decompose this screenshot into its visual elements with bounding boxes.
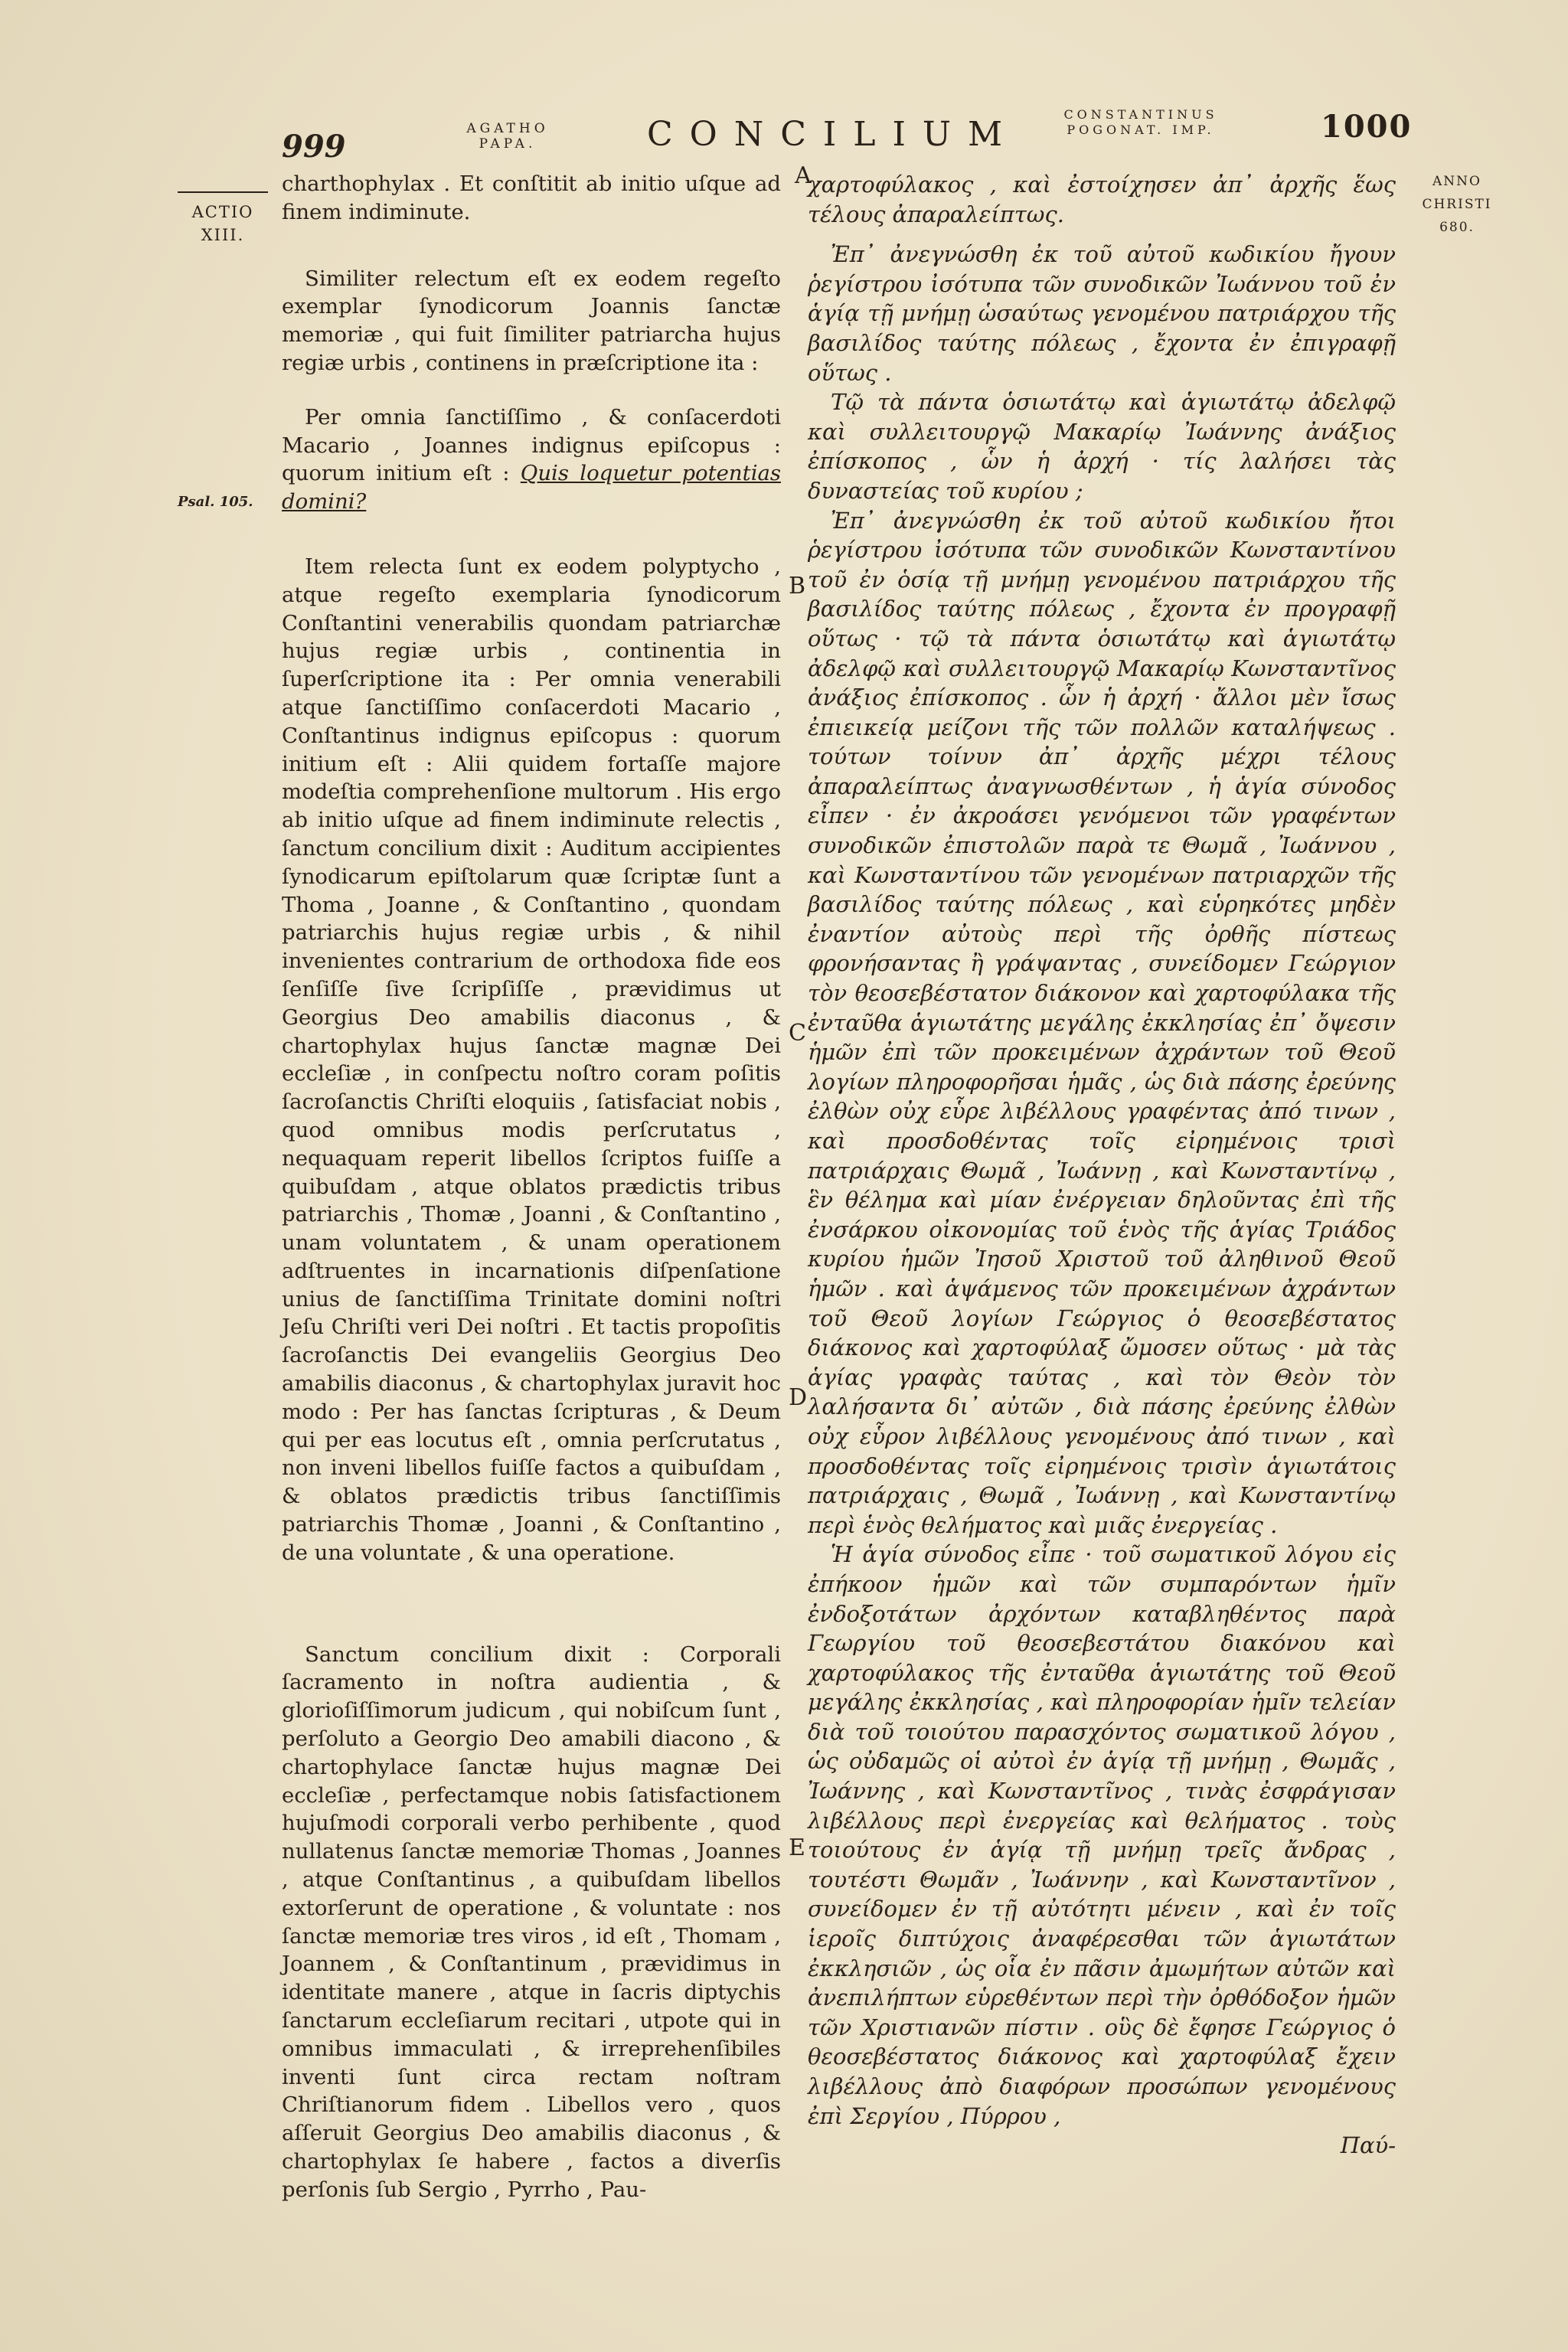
page-number-right: 1000 bbox=[1321, 109, 1413, 145]
running-head-right: CONSTANTINUS POGONAT. IMP. bbox=[1063, 107, 1218, 137]
section-letter-d: D bbox=[789, 1384, 808, 1411]
page-number-left: 999 bbox=[282, 129, 346, 165]
margin-rule bbox=[178, 191, 268, 193]
section-letter-e: E bbox=[789, 1834, 805, 1861]
anno-christi-note: ANNO CHRISTI 680. bbox=[1422, 174, 1492, 235]
psalm-quotation: Quis loquetur potentias domini? bbox=[282, 461, 781, 514]
latin-paragraph-2: Similiter relectum eſt ex eodem regeſto exemplar ſynodicorum Joannis ſanctæ memoriæ , qui fuit ſimiliter patriarcha hujus regiæ urbis , continens in præſcriptione ita : bbox=[282, 266, 781, 375]
latin-paragraph-1: charthophylax . Et conſtitit ab initio uſque ad finem indiminute. bbox=[282, 172, 781, 224]
actio-note: ACTIO XIII. bbox=[191, 203, 254, 244]
psalm-reference: Psal. 105. bbox=[178, 494, 253, 510]
section-letter-b: B bbox=[789, 573, 806, 599]
latin-paragraph-4: Item relecta ſunt ex eodem polyptycho , atque regeſto exemplaria ſynodicorum Conſtantini venerabilis quondam patriarchæ hujus regiæ urbis , continentia in ſuperſcriptione ita : Per omnia venerabili atque ſanctiſſimo conſacerdoti Macario , Conſtantinus indignus epiſcopus : quorum initium eſt : Alii quidem fortaſſe majore modeſtia comprehenſione multorum . His ergo ab initio uſque ad finem indiminute relectis , ſanctum concilium dixit : Auditum accipientes ſynodicarum epiſtolarum quæ ſcriptæ ſunt a Thoma , Joanne , & Conſtantino , quondam patriarchis hujus regiæ urbis , & nihil invenientes contrarium de orthodoxa fide eos ſenſiſſe ſive ſcripſiſſe , prævidimus ut Georgius Deo amabilis diaconus , & chartophylax hujus ſanctæ magnæ Dei eccleſiæ , in conſpectu noſtro coram poſitis ſacroſanctis Chriſti eloquiis , ſatisfaciat nobis , quod omnibus modis perſcrutatus , nequaquam reperit libellos ſcriptos fuiſſe a quibuſdam , atque oblatos prædictis tribus patriarchis , Thomæ , Joanni , & Conſtantino , unam voluntatem , & unam operationem adſtruentes in incarnationis diſpenſatione unius de ſanctiſſima Trinitate domini noſtri Jeſu Chriſti veri Dei noſtri . Et tactis propoſitis ſacroſanctis Dei evangeliis Georgius Deo amabilis diaconus , & chartophylax juravit hoc modo : Per has ſanctas ſcripturas , & Deum qui per eas locutus eſt , omnia perſcrutatus , non inveni libellos fuiſſe factos a quibuſdam , & oblatos prædictis tribus ſanctiſſimis patriarchis Thomæ , Joanni , & Conſtantino , de una voluntate , & una operatione. bbox=[282, 554, 781, 1565]
greek-paragraph-3: Τῷ τὰ πάντα ὁσιωτάτῳ καὶ ἁγιωτάτῳ ἀδελφῷ καὶ συλλειτουργῷ Μακαρίῳ Ἰωάννης ἀνάξιος ἐπίσκοπος , ὧν ἡ ἀρχή · τίς λαλήσει τὰς δυναστείας τοῦ κυρίου ; bbox=[808, 389, 1396, 504]
catchword: Παύ- bbox=[1340, 2132, 1396, 2159]
page-title: CONCILIUM bbox=[647, 115, 1020, 154]
latin-paragraph-3-mid: quorum initium eſt : bbox=[282, 461, 510, 486]
section-letter-a: A bbox=[795, 162, 812, 189]
latin-paragraph-5: Sanctum concilium dixit : Corporali ſacramento in noſtra audientia , & glorioſiſſimorum judicum , qui nobiſcum ſunt , perſoluto a Georgio Deo amabili diacono , & chartophylace ſanctæ hujus magnæ Dei eccleſiæ , perfectamque nobis ſatisfactionem hujuſmodi corporali verbo perhibente , quod nullatenus ſanctæ memoriæ Thomas , Joannes , atque Conſtantinus , a quibuſdam libellos extorſerunt de operatione , & voluntate : nos ſanctæ memoriæ tres viros , id eſt , Thomam , Joannem , & Conſtantinum , prævidimus in identitate manere , atque in ſacris diptychis ſanctarum eccleſiarum recitari , utpote qui in omnibus immaculati , & irreprehenſibiles inventi ſunt circa rectam noſtram Chriſtianorum fidem . Libellos vero , quos aſſeruit Georgius Deo amabilis diaconus , & chartophylax ſe habere , factos a diverſis perſonis ſub Sergio , Pyrrho , Pau- bbox=[282, 1642, 781, 2202]
greek-paragraph-1: χαρτοφύλακος , καὶ ἐστοίχησεν ἀπ᾽ ἀρχῆς ἕως τέλους ἀπαραλείπτως. bbox=[808, 172, 1396, 227]
section-letter-c: C bbox=[789, 1020, 806, 1047]
greek-paragraph-2: Ἐπ᾽ ἀνεγνώσθη ἐκ τοῦ αὐτοῦ κωδικίου ἤγουν ῥεγίστρου ἰσότυπα τῶν συνοδικῶν Ἰωάννου τοῦ ἐν ἁγίᾳ τῇ μνήμῃ ὡσαύτως γενομένου πατριάρχου τῆς βασιλίδος ταύτης πόλεως , ἔχοντα ἐν ἐπιγραφῇ οὕτως . bbox=[808, 241, 1396, 386]
greek-paragraph-5: Ἡ ἁγία σύνοδος εἶπε · τοῦ σωματικοῦ λόγου εἰς ἐπήκοον ἡμῶν καὶ τῶν συμπαρόντων ἡμῖν ἐνδοξοτάτων ἀρχόντων καταβληθέντος παρὰ Γεωργίου τοῦ θεοσεβεστάτου διακόνου καὶ χαρτοφύλακος τῆς ἐνταῦθα ἁγιωτάτης τοῦ Θεοῦ μεγάλης ἐκκλησίας , καὶ πληροφορίαν ἡμῖν τελείαν διὰ τοῦ τοιούτου παρασχόντος σωματικοῦ λόγου , ὡς οὐδαμῶς οἱ αὐτοὶ ἐν ἁγίᾳ τῇ μνήμῃ , Θωμᾶς , Ἰωάννης , καὶ Κωνσταντῖνος , τινὰς ἐσφράγισαν λιβέλλους περὶ ἐνεργείας καὶ θελήματος . τοὺς τοιούτους ἐν ἁγίᾳ τῇ μνήμῃ τρεῖς ἄνδρας , τουτέστι Θωμᾶν , Ἰωάννην , καὶ Κωνσταντῖνον , συνείδομεν ἐν τῇ αὐτότητι μένειν , καὶ ἐν τοῖς ἱεροῖς διπτύχοις ἀναφέρεσθαι τῶν ἁγιωτάτων ἐκκλησιῶν , ὡς οἷα ἐν πᾶσιν ἀμωμήτων αὐτῶν καὶ ἀνεπιλήπτων εὑρεθέντων περὶ τὴν ὀρθόδοξον ἡμῶν τῶν Χριστιανῶν πίστιν . οὓς δὲ ἔφησε Γεώργιος ὁ θεοσεβέστατος διάκονος καὶ χαρτοφύλαξ ἔχειν λιβέλλους ἀπὸ διαφόρων προσώπων γενομένους ἐπὶ Σεργίου , Πύρρου , bbox=[808, 1541, 1396, 2129]
latin-paragraph-3 bbox=[282, 403, 781, 516]
greek-paragraph-4: Ἐπ᾽ ἀνεγνώσθη ἐκ τοῦ αὐτοῦ κωδικίου ἤτοι ῥεγίστρου ἰσότυπα τῶν συνοδικῶν Κωνσταντίνου τοῦ ἐν ὁσίᾳ τῇ μνήμῃ γενομένου πατριάρχου τῆς βασιλίδος ταύτης πόλεως , ἔχοντα ἐν προγραφῇ οὕτως · τῷ τὰ πάντα ὁσιωτάτῳ καὶ ἁγιωτάτῳ ἀδελφῷ καὶ συλλειτουργῷ Μακαρίῳ Κωνσταντῖνος ἀνάξιος ἐπίσκοπος . ὧν ἡ ἀρχή · ἄλλοι μὲν ἴσως ἐπιεικείᾳ μείζονι τῆς τῶν πολλῶν καταλήψεως . τούτων τοίνυν ἀπ᾽ ἀρχῆς μέχρι τέλους ἀπαραλείπτως ἀναγνωσθέντων , ἡ ἁγία σύνοδος εἶπεν · ἐν ἀκροάσει γενόμενοι τῶν γραφέντων συνοδικῶν ἐπιστολῶν παρὰ τε Θωμᾶ , Ἰωάννου , καὶ Κωνσταντίνου τῶν γενομένων πατριαρχῶν τῆς βασιλίδος ταύτης πόλεως , καὶ εὑρηκότες μηδὲν ἐναντίον αὐτοὺς περὶ τῆς ὀρθῆς πίστεως φρονήσαντας ἢ γράψαντας , συνείδομεν Γεώργιον τὸν θεοσεβέστατον διάκονον καὶ χαρτοφύλακα τῆς ἐνταῦθα ἁγιωτάτης μεγάλης ἐκκλησίας ἐπ᾽ ὄψεσιν ἡμῶν ἐπὶ τῶν προκειμένων ἀχράντων τοῦ Θεοῦ λογίων πληροφορῆσαι ἡμᾶς , ὡς διὰ πάσης ἐρεύνης ἐλθὼν οὐχ εὗρε λιβέλλους γραφέντας ἀπό τινων , καὶ προσδοθέντας τοῖς εἰρημένοις τρισὶ πατριάρχαις Θωμᾶ , Ἰωάννῃ , καὶ Κωνσταντίνῳ , ἓν θέλημα καὶ μίαν ἐνέργειαν δηλοῦντας ἐπὶ τῆς ἐνσάρκου οἰκονομίας τοῦ ἑνὸς τῆς ἁγίας Τριάδος κυρίου ἡμῶν Ἰησοῦ Χριστοῦ τοῦ ἀληθινοῦ Θεοῦ ἡμῶν . καὶ ἁψάμενος τῶν προκειμένων ἀχράντων τοῦ Θεοῦ λογίων Γεώργιος ὁ θεοσεβέστατος διάκονος καὶ χαρτοφύλαξ ὤμοσεν οὕτως · μὰ τὰς ἁγίας γραφὰς ταύτας , καὶ τὸν Θεὸν τὸν λαλήσαντα δι᾽ αὐτῶν , διὰ πάσης ἐρεύνης ἐλθὼν οὐχ εὗρον λιβέλλους γενομένους ἀπό τινων , καὶ προσδοθέντας τοῖς εἰρημένοις τρισὶν ἁγιωτάτοις πατριάρχαις , Θωμᾶ , Ἰωάννῃ , καὶ Κωνσταντίνῳ περὶ ἑνὸς θελήματος καὶ μιᾶς ἐνεργείας . bbox=[808, 507, 1396, 1538]
running-head-left: AGATHO PAPA. bbox=[466, 121, 549, 152]
latin-paragraph-3-start: Per omnia ſanctiſſimo , & conſacerdoti Macario , Joannes indignus epiſcopus : bbox=[282, 404, 781, 458]
greek-column bbox=[808, 170, 1396, 2160]
latin-column bbox=[282, 170, 781, 2204]
